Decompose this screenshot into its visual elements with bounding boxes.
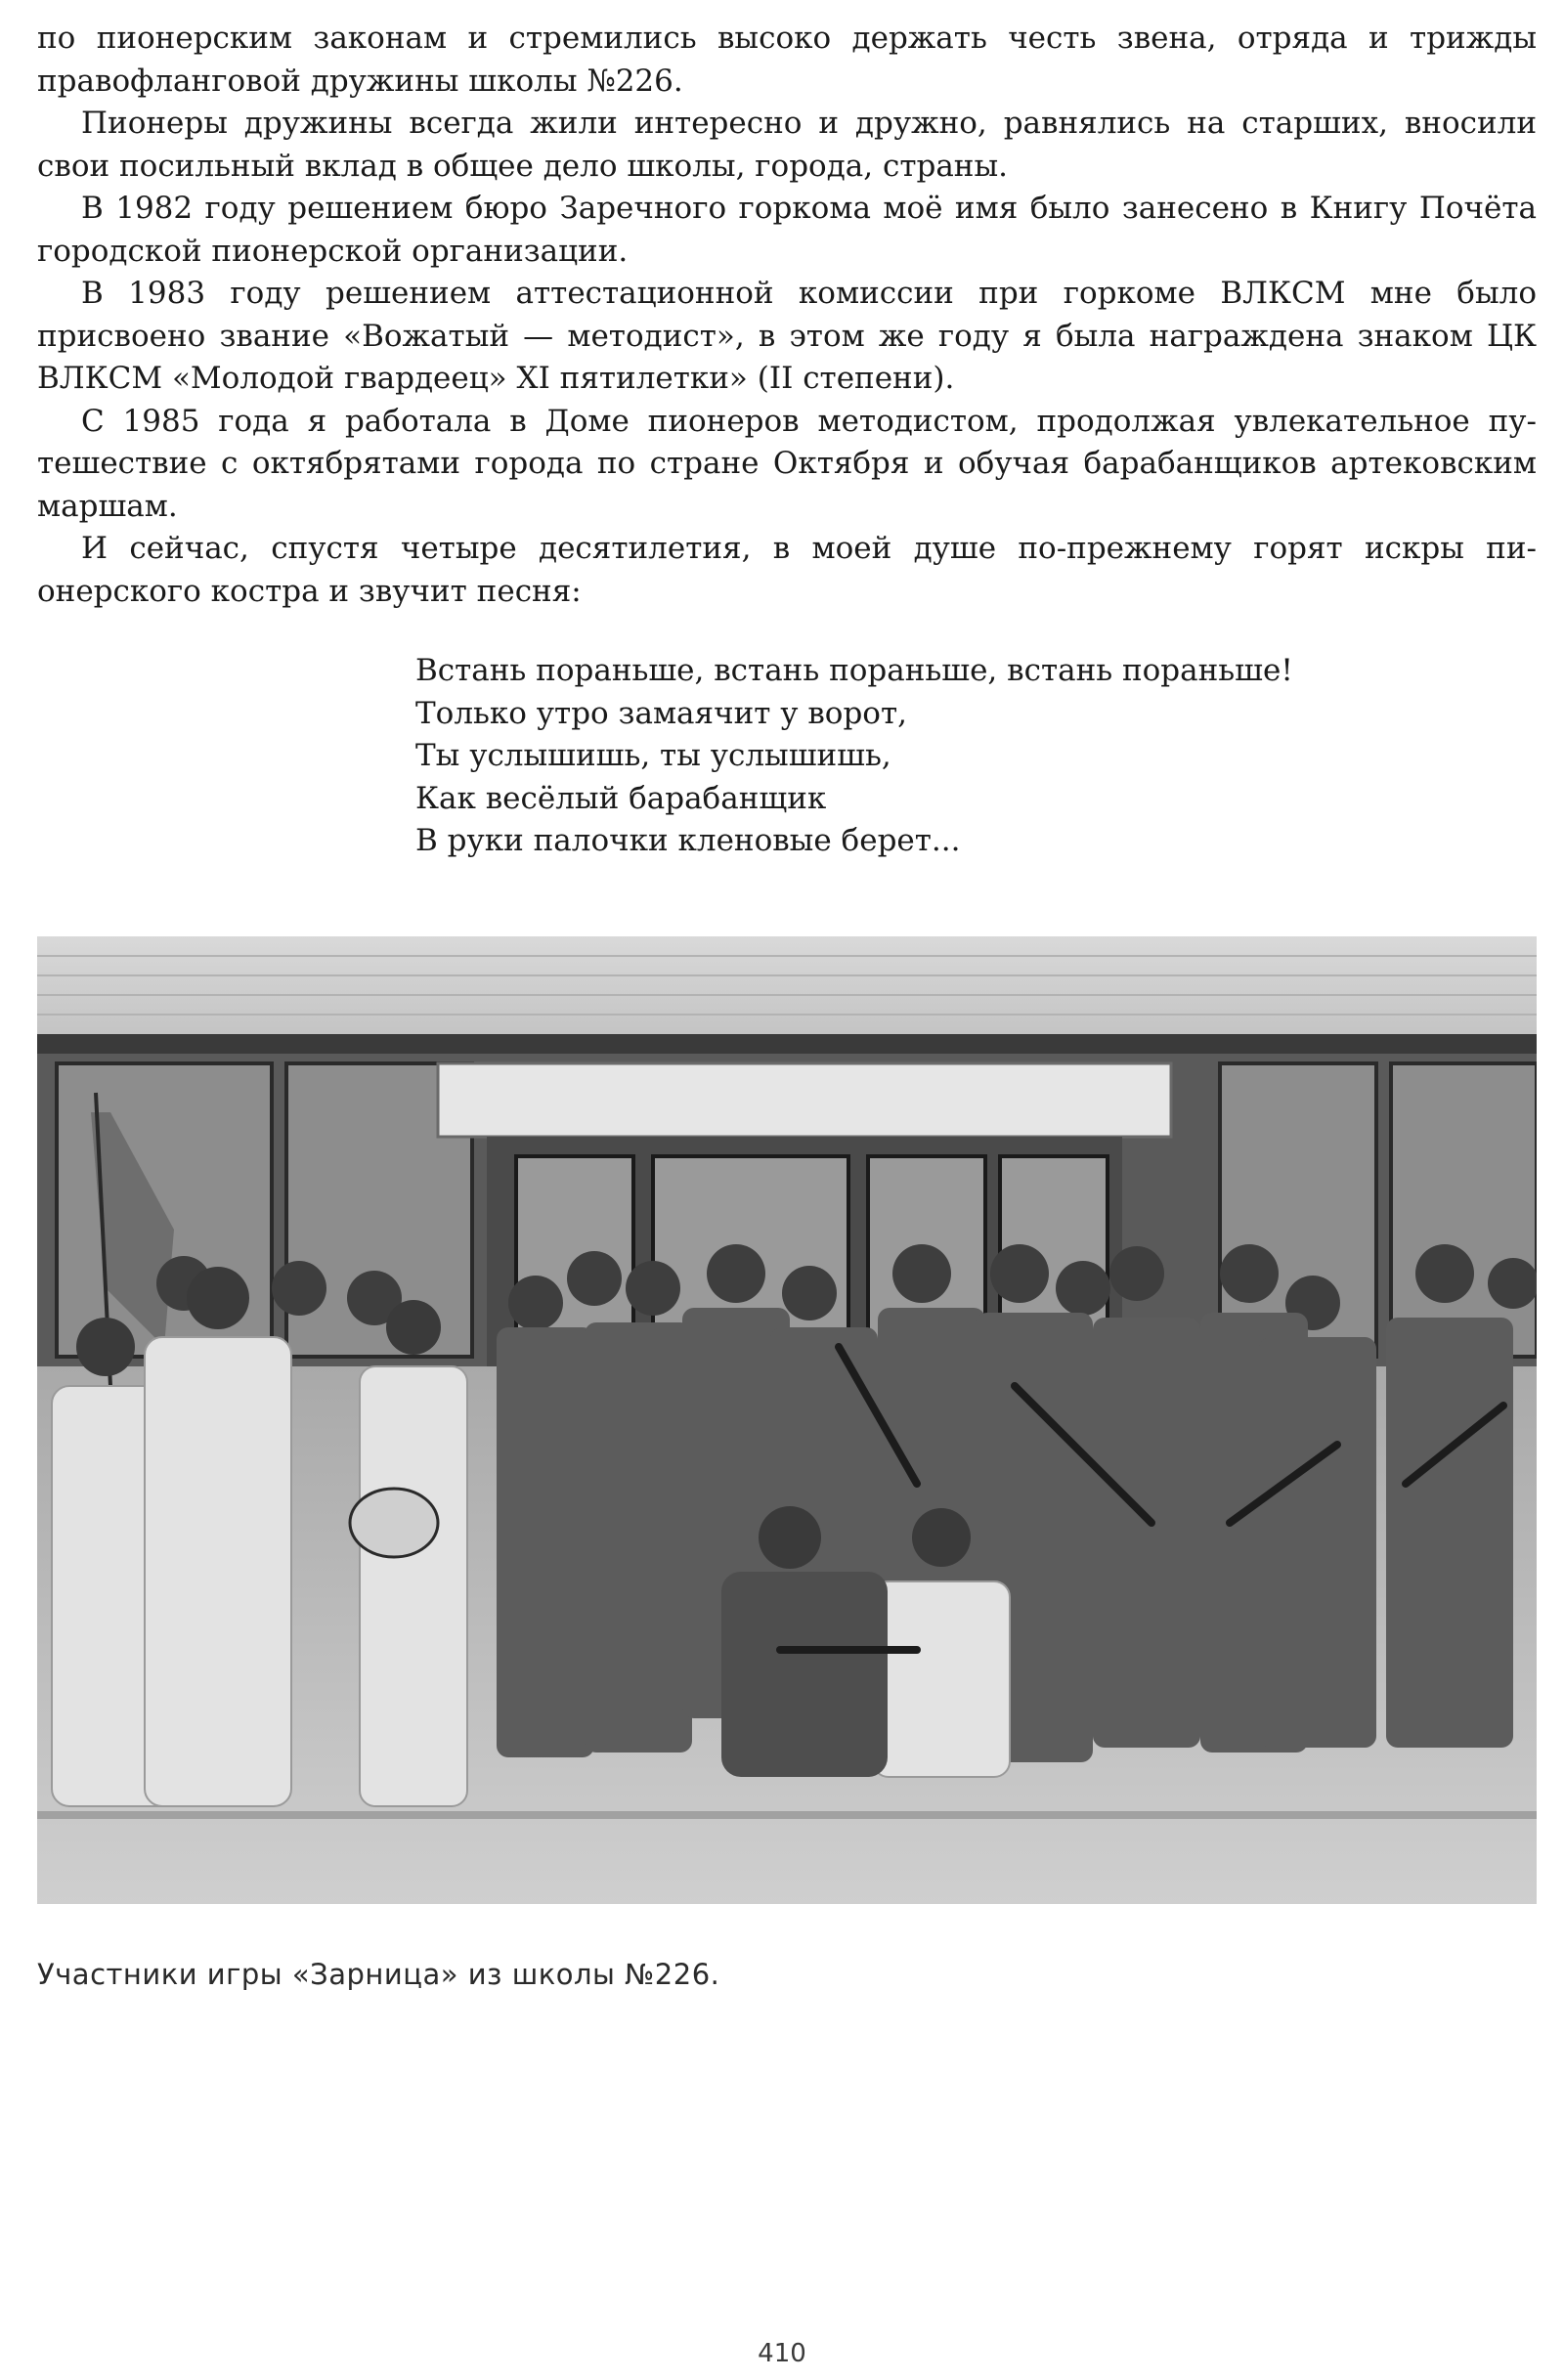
poem-line: Ты услышишь, ты услышишь, xyxy=(415,738,891,773)
entrance-canopy xyxy=(438,1063,1171,1137)
paragraph-1983: В 1983 году решением аттестационной комиссии при горкоме ВЛКСМ мне было присвоено звание «Вожатый — методист», в этом же году я была награждена знаком ЦК ВЛКСМ «Молодой гвардеец» XI пятилетки» (II степени). xyxy=(37,276,1537,396)
group-photo xyxy=(37,936,1537,1904)
photo-illustration xyxy=(37,936,1537,1904)
paragraph-pioneers: Пионеры дружины всегда жили интересно и дружно, равнялись на старших, вносили свои посильный вклад в общее дело школы, города, страны. xyxy=(37,106,1537,184)
paragraph-1985: С 1985 года я работала в Доме пионеров методистом, продолжая увлекательное путешествие с октябрятами города по стране Октября и обучая барабанщиков артековским маршам. xyxy=(37,403,1537,524)
paragraph-now: И сейчас, спустя четыре десятилетия, в моей душе по-прежнему горят искры пионерского костра и звучит песня: xyxy=(37,531,1537,609)
body-text xyxy=(37,18,1537,613)
page-number: 410 xyxy=(758,2339,806,2368)
poem-line: Как весёлый барабанщик xyxy=(415,780,827,816)
facade-top xyxy=(37,936,1537,1034)
poem-line: В руки палочки кленовые берет... xyxy=(415,823,961,858)
paragraph-continuation: по пионерским законам и стремились высоко держать честь звена, отряда и трижды правофланговой дружины школы №226. xyxy=(37,21,1537,99)
poem-line: Встань пораньше, встань пораньше, встань пораньше! xyxy=(415,653,1293,688)
poem xyxy=(415,650,1293,863)
drum xyxy=(350,1489,438,1557)
crouching-figure xyxy=(721,1572,888,1777)
paragraph-1982: В 1982 году решением бюро Заречного горкома моё имя было занесено в Книгу Почёта городской пионерской организации. xyxy=(37,191,1537,269)
poem-line: Только утро замаячит у ворот, xyxy=(415,695,907,731)
photo-caption: Участники игры «Зарница» из школы №226. xyxy=(37,1958,720,1991)
